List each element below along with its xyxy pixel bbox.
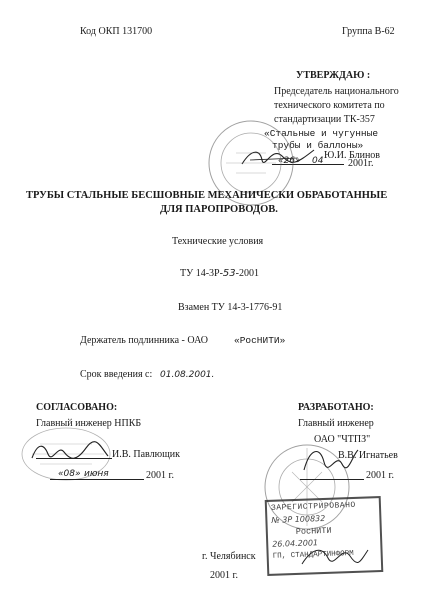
document-title-line-1: ТРУБЫ СТАЛЬНЫЕ БЕСШОВНЫЕ МЕХАНИЧЕСКИ ОБРАБОТАННЫЕ bbox=[26, 190, 388, 201]
agreed-position: Главный инженер НПКБ bbox=[36, 418, 142, 429]
registration-line-2: № 3Р 100832 bbox=[271, 513, 326, 525]
approve-line-2: технического комитета по bbox=[274, 100, 385, 111]
spec-tu-number-line bbox=[180, 268, 259, 280]
approve-heading: УТВЕРЖДАЮ : bbox=[296, 70, 371, 81]
footer-year: 2001 г. bbox=[210, 570, 238, 581]
agreed-signature bbox=[30, 440, 110, 466]
approve-line-3: стандартизации ТК-357 bbox=[274, 114, 375, 125]
holder-org: «РосНИТИ» bbox=[234, 335, 286, 346]
spec-subtitle: Технические условия bbox=[172, 236, 264, 247]
developed-org: ОАО "ЧТПЗ" bbox=[314, 434, 371, 445]
registration-line-4: 26.04.2001 bbox=[272, 538, 319, 549]
agreed-date-day: «08» bbox=[58, 469, 81, 479]
registration-line-1: ЗАРЕГИСТРИРОВАНО bbox=[270, 500, 356, 513]
agreed-signer: И.В. Павлющик bbox=[112, 449, 181, 460]
approve-line-5: трубы и баллоны» bbox=[272, 140, 364, 151]
group-code: Группа В-62 bbox=[342, 26, 395, 37]
footer-city: г. Челябинск bbox=[202, 551, 256, 562]
tu-prefix: ТУ 14-3Р- bbox=[180, 268, 223, 279]
replaces-spec: Взамен ТУ 14-3-1776-91 bbox=[178, 302, 283, 313]
agreed-date-month: июня bbox=[84, 469, 109, 479]
approve-date-day: «26» bbox=[278, 156, 301, 166]
developed-date-line bbox=[300, 479, 364, 480]
developed-signer: В.В. Игнатьев bbox=[338, 450, 398, 461]
holder-label: Держатель подлинника - ОАО bbox=[80, 335, 209, 346]
registration-line-5: ГП, СТАНДАРТИНФОРМ bbox=[272, 549, 354, 561]
approve-line-4: «Стальные и чугунные bbox=[264, 128, 379, 139]
document-title-line-2: ДЛЯ ПАРОПРОВОДОВ. bbox=[160, 204, 278, 215]
approve-date-year: 2001г. bbox=[348, 158, 374, 169]
okp-code: Код ОКП 131700 bbox=[80, 26, 153, 37]
tu-suffix: -2001 bbox=[235, 268, 259, 279]
approve-date-month: 04 bbox=[312, 156, 324, 166]
agreed-date-year: 2001 г. bbox=[146, 470, 174, 481]
approve-line-1: Председатель национального bbox=[274, 86, 399, 97]
developed-heading: РАЗРАБОТАНО: bbox=[298, 402, 374, 413]
developed-date-year: 2001 г. bbox=[366, 470, 394, 481]
agreed-sign-line bbox=[36, 458, 112, 459]
registration-signature bbox=[300, 540, 370, 570]
tu-number: 53 bbox=[222, 268, 236, 279]
registration-line-3: РосНИТИ bbox=[295, 525, 332, 537]
approve-signer: Ю.И. Блинов bbox=[324, 150, 381, 161]
intro-date: 01.08.2001. bbox=[160, 370, 215, 380]
developed-position: Главный инженер bbox=[298, 418, 374, 429]
intro-label: Срок введения с: bbox=[80, 369, 153, 380]
agreed-heading: СОГЛАСОВАНО: bbox=[36, 402, 118, 413]
